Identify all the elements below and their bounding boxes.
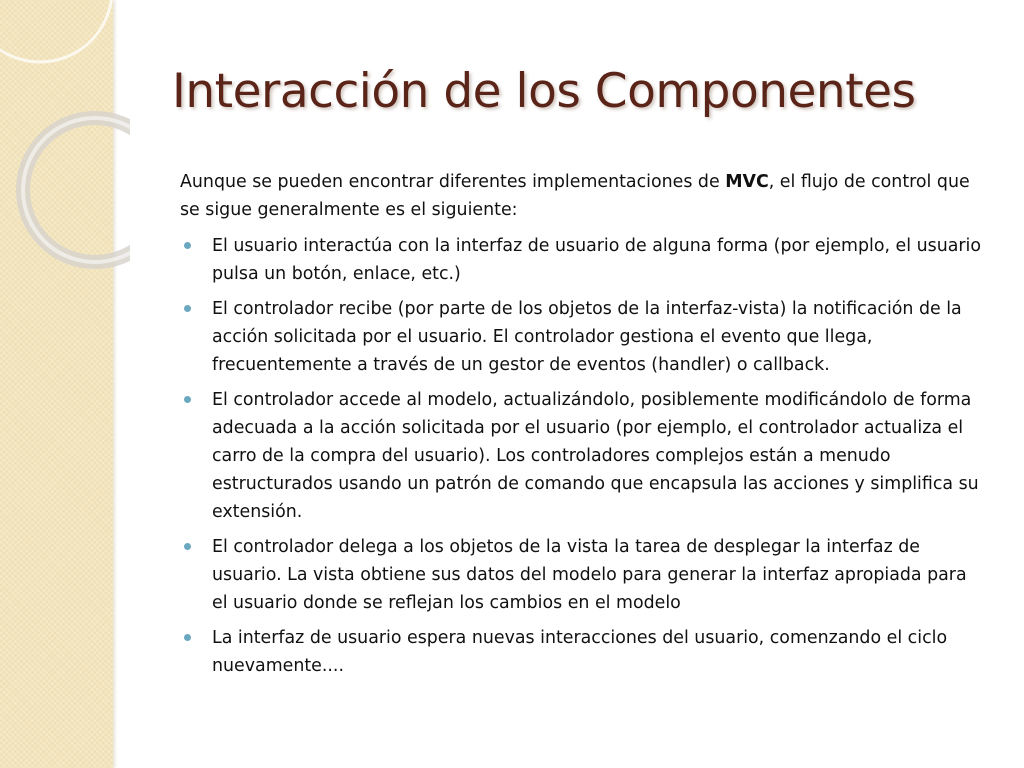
decorative-ring-top	[0, 0, 112, 62]
intro-text-after: , el flujo de control que se sigue generalmente es el siguiente:	[180, 172, 970, 220]
bullet-dot-icon	[184, 396, 191, 403]
bullet-text: El controlador delega a los objetos de la vista la tarea de desplegar la interfaz de usuario. La vista obtiene sus datos del modelo para generar la interfaz apropiada para el usuario donde se reflejan los cambios en el modelo	[212, 537, 967, 613]
bullet-text: El controlador recibe (por parte de los objetos de la interfaz-vista) la notificación de la acción solicitada por el usuario. El controlador gestiona el evento que llega, frecuentemente a través de un gestor de eventos (handler) o callback.	[212, 299, 962, 375]
bullet-list	[180, 232, 986, 680]
bullet-dot-icon	[184, 242, 191, 249]
list-item	[180, 295, 986, 379]
list-item	[180, 386, 986, 526]
intro-text-before: Aunque se pueden encontrar diferentes implementaciones de	[180, 172, 726, 192]
bullet-text: La interfaz de usuario espera nuevas interacciones del usuario, comenzando el ciclo nuevamente....	[212, 628, 948, 676]
bullet-text: El controlador accede al modelo, actualizándolo, posiblemente modificándolo de forma adecuada a la acción solicitada por el usuario (por ejemplo, el controlador actualiza el carro de la compra del usuario). Los controladores complejos están a menudo estructurados usando un patrón de comando que encapsula las acciones y simplifica su extensión.	[212, 390, 979, 522]
intro-paragraph	[180, 168, 986, 224]
list-item	[180, 624, 986, 680]
slide-title: Interacción de los Componentes	[172, 64, 916, 119]
bullet-dot-icon	[184, 305, 191, 312]
list-item	[180, 533, 986, 617]
bullet-dot-icon	[184, 634, 191, 641]
bullet-dot-icon	[184, 543, 191, 550]
slide-body	[180, 168, 986, 687]
bullet-text: El usuario interactúa con la interfaz de usuario de alguna forma (por ejemplo, el usuario pulsa un botón, enlace, etc.)	[212, 236, 982, 284]
intro-text-mvc: MVC	[725, 172, 769, 192]
list-item	[180, 232, 986, 288]
decorative-rings	[0, 0, 130, 300]
decorative-ring-middle	[23, 118, 130, 262]
